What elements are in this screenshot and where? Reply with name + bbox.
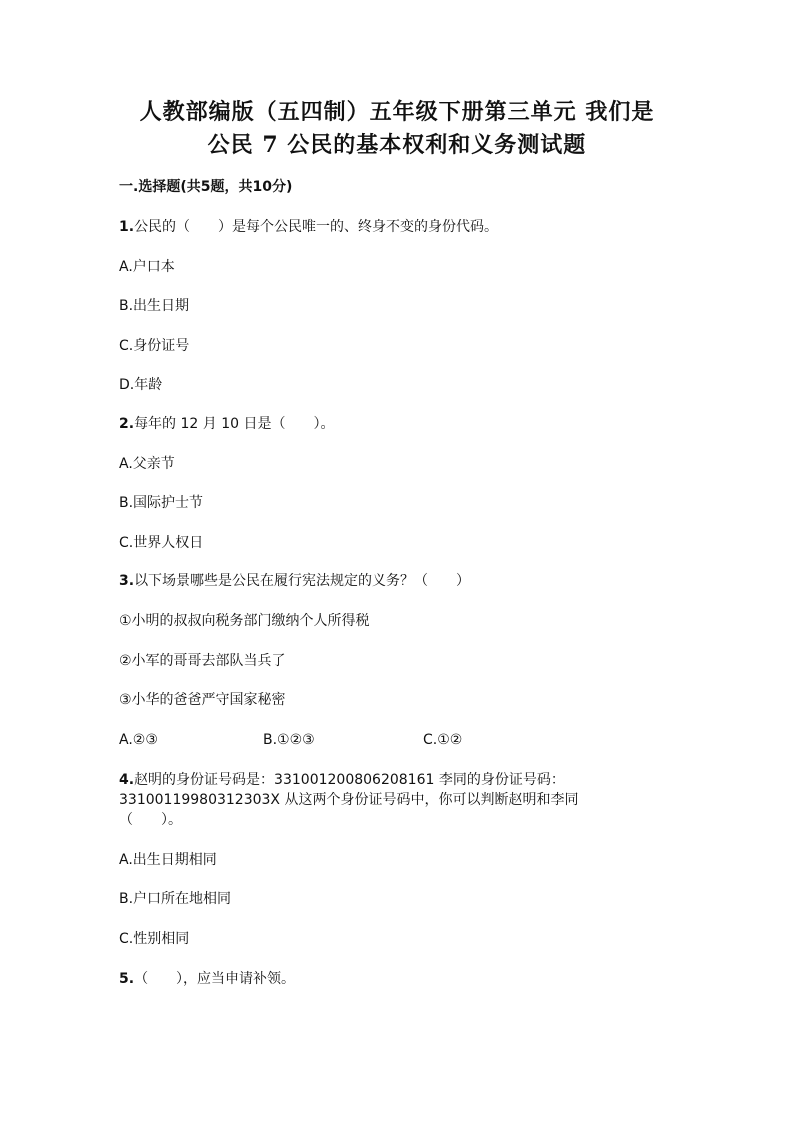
question-4-option-a: A.出生日期相同 — [119, 852, 217, 868]
question-stem: （ ），应当申请补领。 — [134, 971, 296, 987]
question-stem: 公民的（ ）是每个公民唯一的、终身不变的身份代码。 — [134, 219, 499, 235]
question-3-statement-3: ③小华的爸爸严守国家秘密 — [119, 692, 286, 708]
question-4-line-2: 33100119980312303X 从这两个身份证号码中，你可以判断赵明和李同 — [119, 792, 579, 808]
question-1-option-d: D.年龄 — [119, 377, 163, 393]
question-4-option-b: B.户口所在地相同 — [119, 891, 232, 907]
document-title-line-2: 公民 7 公民的基本权利和义务测试题 — [207, 132, 587, 158]
question-2-option-c: C.世界人权日 — [119, 535, 204, 551]
question-1 — [119, 218, 498, 236]
question-1-option-b: B.出生日期 — [119, 298, 190, 314]
question-3-statement-1: ①小明的叔叔向税务部门缴纳个人所得税 — [119, 613, 370, 629]
question-2-option-a: A.父亲节 — [119, 456, 175, 472]
question-4-option-c: C.性别相同 — [119, 931, 190, 947]
question-number: 1. — [119, 219, 135, 235]
section-heading: 一.选择题(共5题，共10分) — [119, 179, 293, 195]
question-number: 4. — [119, 772, 135, 788]
question-stem: 赵明的身份证号码是：331001200806208161 李同的身份证号码： — [134, 772, 565, 788]
question-2 — [119, 415, 335, 433]
question-4-line-3: （ ）。 — [119, 812, 182, 828]
question-number: 5. — [119, 971, 135, 987]
question-5 — [119, 970, 295, 988]
question-number: 3. — [119, 573, 135, 589]
question-2-option-b: B.国际护士节 — [119, 495, 204, 511]
document-title-line-1: 人教部编版（五四制）五年级下册第三单元 我们是 — [139, 99, 655, 125]
question-4-line-1 — [119, 771, 565, 789]
question-3-statement-2: ②小军的哥哥去部队当兵了 — [119, 653, 286, 669]
question-3-option-b: B.①②③ — [263, 732, 315, 748]
question-1-option-a: A.户口本 — [119, 259, 175, 275]
question-stem: 以下场景哪些是公民在履行宪法规定的义务？（ ） — [134, 573, 471, 589]
question-stem: 每年的 12 月 10 日是（ ）。 — [134, 416, 335, 432]
question-1-option-c: C.身份证号 — [119, 338, 190, 354]
question-3 — [119, 572, 470, 590]
question-3-option-a: A.②③ — [119, 732, 158, 748]
question-number: 2. — [119, 416, 135, 432]
question-3-option-c: C.①② — [423, 732, 463, 748]
